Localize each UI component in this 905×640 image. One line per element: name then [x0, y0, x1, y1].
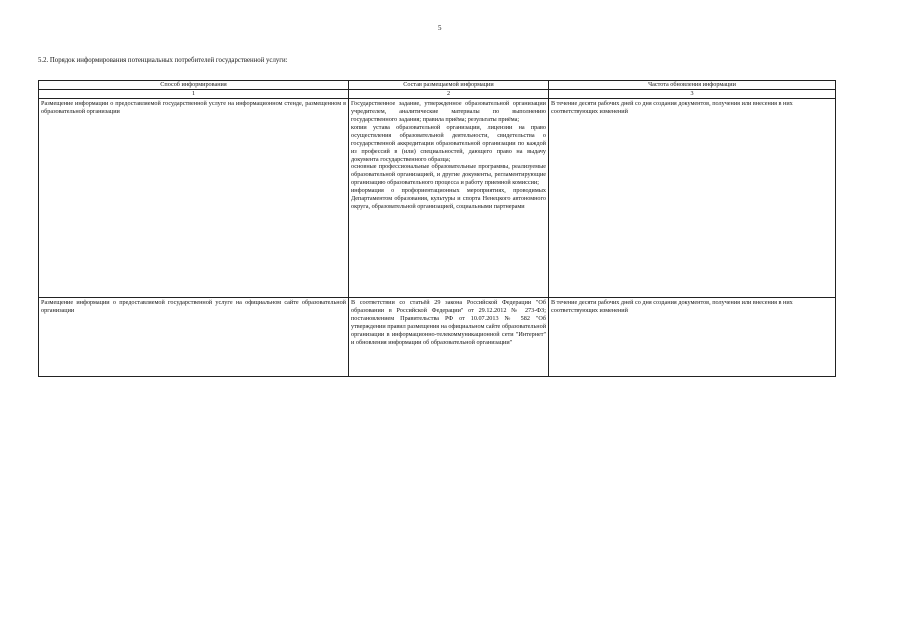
content-paragraph: информация о профориентационных мероприятиях, проводимых Департаментом образования, культуры и спорта Ненецкого автономного округа, образовательной организацией, социальными партнерами: [351, 187, 546, 211]
table-row: [39, 297, 836, 376]
header-content: Состав размещаемой информации: [349, 81, 549, 90]
content-paragraph: Государственное задание, утвержденное образовательной организации учредителем, аналитические материалы по выполнению государственного задания; правила приёма; результаты приёма;: [351, 99, 546, 123]
content-paragraph: копии устава образовательной организации, лицензии на право осуществления образовательной деятельности, свидетельства о государственной аккредитации образовательной организации по каждой из профессий в (или) специальностей, дающего право на выдачу документа государственного образца;: [351, 123, 546, 163]
column-number-1: 1: [39, 90, 349, 99]
content-paragraph: В соответствии со статьёй 29 закона Российской Федерации "Об образовании в Российской Федерации" от 29.12.2012 № 273-ФЗ; постановлением Правительства РФ от 10.07.2013 № 582 "Об утверждении правил размещения на официальном сайте образовательной организации в информационно-телекоммуникационной сети "Интернет" и обновления информации об образовательной организации": [351, 298, 546, 346]
table-header-row: [39, 81, 836, 90]
method-cell: Размещение информации о предоставляемой государственной услуге на официальном сайте образовательной организации: [39, 297, 349, 376]
content-paragraph: основные профессиональные образовательные программы, реализуемые образовательной организацией, и другие документы, регламентирующие организацию образовательного процесса и работу приемной комиссии;: [351, 163, 546, 187]
column-number-2: 2: [349, 90, 549, 99]
header-method: Способ информирования: [39, 81, 349, 90]
content-cell: [349, 98, 549, 297]
column-number-3: 3: [549, 90, 836, 99]
method-cell: Размещение информации о предоставляемой государственной услуге на информационном стенде, размещенном в образовательной организации: [39, 98, 349, 297]
content-cell: [349, 297, 549, 376]
column-number-row: [39, 90, 836, 99]
section-title: 5.2. Порядок информирования потенциальных потребителей государственной услуги:: [38, 57, 288, 64]
frequency-cell: В течение десяти рабочих дней со дня создания документов, получения или внесения в них соответствующих изменений: [549, 297, 836, 376]
table-row: [39, 98, 836, 297]
information-table: [38, 80, 836, 377]
frequency-cell: В течение десяти рабочих дней со дня создания документов, получения или внесения в них соответствующих изменений: [549, 98, 836, 297]
page-number: 5: [438, 24, 442, 32]
header-frequency: Частота обновления информации: [549, 81, 836, 90]
